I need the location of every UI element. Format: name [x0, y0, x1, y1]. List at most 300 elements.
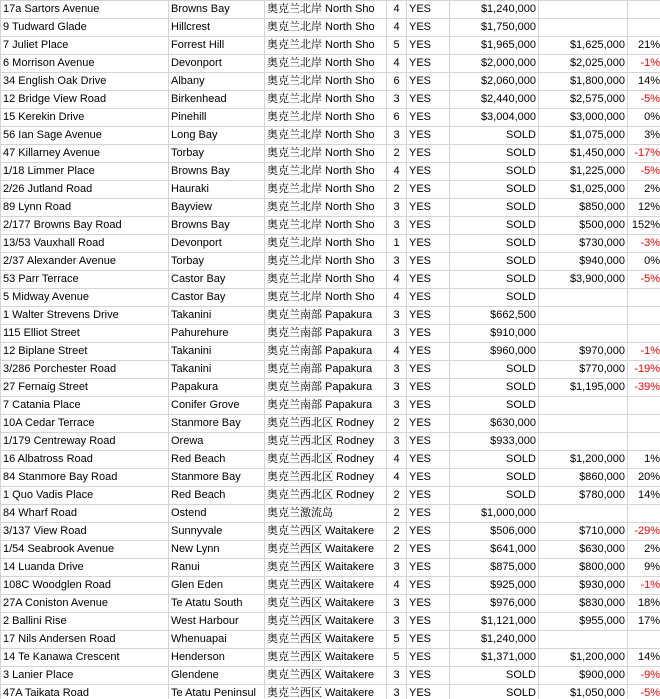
sold-price-cell[interactable]: $1,050,000	[539, 685, 628, 699]
address-cell[interactable]: 15 Kerekin Drive	[1, 109, 169, 127]
address-cell[interactable]: 12 Biplane Street	[1, 343, 169, 361]
suburb-cell[interactable]: Red Beach	[169, 487, 265, 505]
flag-cell[interactable]: YES	[407, 127, 450, 145]
address-cell[interactable]: 27 Fernaig Street	[1, 379, 169, 397]
asking-price-cell[interactable]: SOLD	[450, 199, 539, 217]
bedrooms-cell[interactable]: 5	[387, 631, 407, 649]
bedrooms-cell[interactable]: 4	[387, 577, 407, 595]
asking-price-cell[interactable]: $2,440,000	[450, 91, 539, 109]
sold-price-cell[interactable]: $710,000	[539, 523, 628, 541]
sold-price-cell[interactable]: $800,000	[539, 559, 628, 577]
flag-cell[interactable]: YES	[407, 487, 450, 505]
address-cell[interactable]: 1/18 Limmer Place	[1, 163, 169, 181]
change-percent-cell[interactable]: 14%	[628, 73, 660, 91]
change-percent-cell[interactable]: 14%	[628, 487, 660, 505]
change-percent-cell[interactable]: -1%	[628, 577, 660, 595]
region-cell[interactable]: 奥克兰西北区 Rodney	[265, 415, 387, 433]
flag-cell[interactable]: YES	[407, 343, 450, 361]
suburb-cell[interactable]: Devonport	[169, 55, 265, 73]
region-cell[interactable]: 奥克兰南部 Papakura	[265, 325, 387, 343]
bedrooms-cell[interactable]: 3	[387, 199, 407, 217]
suburb-cell[interactable]: West Harbour	[169, 613, 265, 631]
bedrooms-cell[interactable]: 2	[387, 145, 407, 163]
bedrooms-cell[interactable]: 2	[387, 523, 407, 541]
sold-price-cell[interactable]	[539, 325, 628, 343]
suburb-cell[interactable]: Hillcrest	[169, 19, 265, 37]
asking-price-cell[interactable]: SOLD	[450, 217, 539, 235]
suburb-cell[interactable]: Orewa	[169, 433, 265, 451]
change-percent-cell[interactable]	[628, 433, 660, 451]
change-percent-cell[interactable]	[628, 415, 660, 433]
change-percent-cell[interactable]: 14%	[628, 649, 660, 667]
suburb-cell[interactable]: Forrest Hill	[169, 37, 265, 55]
sold-price-cell[interactable]: $1,625,000	[539, 37, 628, 55]
suburb-cell[interactable]: Albany	[169, 73, 265, 91]
address-cell[interactable]: 13/53 Vauxhall Road	[1, 235, 169, 253]
change-percent-cell[interactable]	[628, 19, 660, 37]
bedrooms-cell[interactable]: 3	[387, 613, 407, 631]
flag-cell[interactable]: YES	[407, 631, 450, 649]
address-cell[interactable]: 5 Midway Avenue	[1, 289, 169, 307]
bedrooms-cell[interactable]: 4	[387, 271, 407, 289]
flag-cell[interactable]: YES	[407, 109, 450, 127]
change-percent-cell[interactable]: 20%	[628, 469, 660, 487]
suburb-cell[interactable]: Long Bay	[169, 127, 265, 145]
sold-price-cell[interactable]: $2,025,000	[539, 55, 628, 73]
sold-price-cell[interactable]: $500,000	[539, 217, 628, 235]
change-percent-cell[interactable]: -5%	[628, 685, 660, 699]
suburb-cell[interactable]: Stanmore Bay	[169, 415, 265, 433]
flag-cell[interactable]: YES	[407, 307, 450, 325]
change-percent-cell[interactable]: 17%	[628, 613, 660, 631]
region-cell[interactable]: 奥克兰西北区 Rodney	[265, 469, 387, 487]
sold-price-cell[interactable]: $2,575,000	[539, 91, 628, 109]
sold-price-cell[interactable]: $1,450,000	[539, 145, 628, 163]
flag-cell[interactable]: YES	[407, 433, 450, 451]
sold-price-cell[interactable]: $1,200,000	[539, 451, 628, 469]
flag-cell[interactable]: YES	[407, 559, 450, 577]
region-cell[interactable]: 奥克兰南部 Papakura	[265, 307, 387, 325]
region-cell[interactable]: 奥克兰北岸 North Sho	[265, 127, 387, 145]
region-cell[interactable]: 奥克兰北岸 North Sho	[265, 145, 387, 163]
address-cell[interactable]: 9 Tudward Glade	[1, 19, 169, 37]
region-cell[interactable]: 奥克兰北岸 North Sho	[265, 109, 387, 127]
suburb-cell[interactable]: Birkenhead	[169, 91, 265, 109]
region-cell[interactable]: 奥克兰北岸 North Sho	[265, 163, 387, 181]
bedrooms-cell[interactable]: 2	[387, 415, 407, 433]
sold-price-cell[interactable]	[539, 289, 628, 307]
asking-price-cell[interactable]: $3,004,000	[450, 109, 539, 127]
change-percent-cell[interactable]	[628, 631, 660, 649]
bedrooms-cell[interactable]: 4	[387, 289, 407, 307]
suburb-cell[interactable]: Te Atatu South	[169, 595, 265, 613]
address-cell[interactable]: 10A Cedar Terrace	[1, 415, 169, 433]
region-cell[interactable]: 奥克兰西北区 Rodney	[265, 433, 387, 451]
bedrooms-cell[interactable]: 6	[387, 73, 407, 91]
change-percent-cell[interactable]: -1%	[628, 343, 660, 361]
suburb-cell[interactable]: Ostend	[169, 505, 265, 523]
flag-cell[interactable]: YES	[407, 1, 450, 19]
suburb-cell[interactable]: Hauraki	[169, 181, 265, 199]
address-cell[interactable]: 2/26 Jutland Road	[1, 181, 169, 199]
sold-price-cell[interactable]: $1,195,000	[539, 379, 628, 397]
bedrooms-cell[interactable]: 3	[387, 217, 407, 235]
sold-price-cell[interactable]: $3,000,000	[539, 109, 628, 127]
suburb-cell[interactable]: Browns Bay	[169, 1, 265, 19]
suburb-cell[interactable]: Papakura	[169, 379, 265, 397]
flag-cell[interactable]: YES	[407, 577, 450, 595]
asking-price-cell[interactable]: SOLD	[450, 289, 539, 307]
region-cell[interactable]: 奥克兰西区 Waitakere	[265, 613, 387, 631]
asking-price-cell[interactable]: $1,240,000	[450, 1, 539, 19]
region-cell[interactable]: 奥克兰西区 Waitakere	[265, 541, 387, 559]
address-cell[interactable]: 47 Killarney Avenue	[1, 145, 169, 163]
asking-price-cell[interactable]: SOLD	[450, 397, 539, 415]
sold-price-cell[interactable]: $860,000	[539, 469, 628, 487]
region-cell[interactable]: 奥克兰北岸 North Sho	[265, 1, 387, 19]
suburb-cell[interactable]: Pinehill	[169, 109, 265, 127]
region-cell[interactable]: 奥克兰南部 Papakura	[265, 343, 387, 361]
change-percent-cell[interactable]: 1%	[628, 451, 660, 469]
flag-cell[interactable]: YES	[407, 253, 450, 271]
bedrooms-cell[interactable]: 3	[387, 91, 407, 109]
address-cell[interactable]: 2 Ballini Rise	[1, 613, 169, 631]
bedrooms-cell[interactable]: 3	[387, 379, 407, 397]
bedrooms-cell[interactable]: 3	[387, 307, 407, 325]
flag-cell[interactable]: YES	[407, 649, 450, 667]
bedrooms-cell[interactable]: 4	[387, 469, 407, 487]
address-cell[interactable]: 14 Te Kanawa Crescent	[1, 649, 169, 667]
bedrooms-cell[interactable]: 4	[387, 163, 407, 181]
suburb-cell[interactable]: Browns Bay	[169, 217, 265, 235]
address-cell[interactable]: 3/137 View Road	[1, 523, 169, 541]
asking-price-cell[interactable]: $1,000,000	[450, 505, 539, 523]
flag-cell[interactable]: YES	[407, 415, 450, 433]
bedrooms-cell[interactable]: 5	[387, 649, 407, 667]
region-cell[interactable]: 奥克兰南部 Papakura	[265, 397, 387, 415]
asking-price-cell[interactable]: $1,121,000	[450, 613, 539, 631]
region-cell[interactable]: 奥克兰南部 Papakura	[265, 361, 387, 379]
asking-price-cell[interactable]: SOLD	[450, 451, 539, 469]
flag-cell[interactable]: YES	[407, 541, 450, 559]
change-percent-cell[interactable]	[628, 505, 660, 523]
flag-cell[interactable]: YES	[407, 91, 450, 109]
suburb-cell[interactable]: Glen Eden	[169, 577, 265, 595]
region-cell[interactable]: 奥克兰北岸 North Sho	[265, 55, 387, 73]
flag-cell[interactable]: YES	[407, 505, 450, 523]
sold-price-cell[interactable]: $730,000	[539, 235, 628, 253]
suburb-cell[interactable]: Takanini	[169, 361, 265, 379]
sold-price-cell[interactable]	[539, 307, 628, 325]
flag-cell[interactable]: YES	[407, 271, 450, 289]
region-cell[interactable]: 奥克兰西区 Waitakere	[265, 685, 387, 699]
suburb-cell[interactable]: Whenuapai	[169, 631, 265, 649]
asking-price-cell[interactable]: $976,000	[450, 595, 539, 613]
suburb-cell[interactable]: Torbay	[169, 253, 265, 271]
flag-cell[interactable]: YES	[407, 667, 450, 685]
flag-cell[interactable]: YES	[407, 397, 450, 415]
region-cell[interactable]: 奥克兰西区 Waitakere	[265, 631, 387, 649]
flag-cell[interactable]: YES	[407, 55, 450, 73]
asking-price-cell[interactable]: SOLD	[450, 361, 539, 379]
sold-price-cell[interactable]	[539, 505, 628, 523]
asking-price-cell[interactable]: $910,000	[450, 325, 539, 343]
flag-cell[interactable]: YES	[407, 361, 450, 379]
suburb-cell[interactable]: Ranui	[169, 559, 265, 577]
asking-price-cell[interactable]: SOLD	[450, 235, 539, 253]
region-cell[interactable]: 奥克兰北岸 North Sho	[265, 235, 387, 253]
sold-price-cell[interactable]	[539, 415, 628, 433]
flag-cell[interactable]: YES	[407, 613, 450, 631]
flag-cell[interactable]: YES	[407, 469, 450, 487]
change-percent-cell[interactable]: -17%	[628, 145, 660, 163]
suburb-cell[interactable]: Red Beach	[169, 451, 265, 469]
asking-price-cell[interactable]: $1,965,000	[450, 37, 539, 55]
bedrooms-cell[interactable]: 2	[387, 541, 407, 559]
change-percent-cell[interactable]: -19%	[628, 361, 660, 379]
change-percent-cell[interactable]	[628, 289, 660, 307]
sold-price-cell[interactable]: $830,000	[539, 595, 628, 613]
change-percent-cell[interactable]: -29%	[628, 523, 660, 541]
address-cell[interactable]: 1 Walter Strevens Drive	[1, 307, 169, 325]
bedrooms-cell[interactable]: 3	[387, 685, 407, 699]
change-percent-cell[interactable]: -5%	[628, 163, 660, 181]
asking-price-cell[interactable]: SOLD	[450, 145, 539, 163]
address-cell[interactable]: 47A Taikata Road	[1, 685, 169, 699]
change-percent-cell[interactable]: 12%	[628, 199, 660, 217]
address-cell[interactable]: 84 Wharf Road	[1, 505, 169, 523]
address-cell[interactable]: 7 Juliet Place	[1, 37, 169, 55]
region-cell[interactable]: 奥克兰西区 Waitakere	[265, 595, 387, 613]
flag-cell[interactable]: YES	[407, 685, 450, 699]
sold-price-cell[interactable]: $1,225,000	[539, 163, 628, 181]
region-cell[interactable]: 奥克兰北岸 North Sho	[265, 271, 387, 289]
asking-price-cell[interactable]: SOLD	[450, 127, 539, 145]
region-cell[interactable]: 奥克兰北岸 North Sho	[265, 19, 387, 37]
flag-cell[interactable]: YES	[407, 451, 450, 469]
address-cell[interactable]: 115 Elliot Street	[1, 325, 169, 343]
region-cell[interactable]: 奥克兰北岸 North Sho	[265, 91, 387, 109]
change-percent-cell[interactable]: 3%	[628, 127, 660, 145]
region-cell[interactable]: 奥克兰西区 Waitakere	[265, 523, 387, 541]
bedrooms-cell[interactable]: 2	[387, 505, 407, 523]
change-percent-cell[interactable]	[628, 1, 660, 19]
suburb-cell[interactable]: Te Atatu Peninsul	[169, 685, 265, 699]
address-cell[interactable]: 17a Sartors Avenue	[1, 1, 169, 19]
suburb-cell[interactable]: Devonport	[169, 235, 265, 253]
sold-price-cell[interactable]: $1,075,000	[539, 127, 628, 145]
suburb-cell[interactable]: Henderson	[169, 649, 265, 667]
change-percent-cell[interactable]: -5%	[628, 91, 660, 109]
address-cell[interactable]: 3/286 Porchester Road	[1, 361, 169, 379]
asking-price-cell[interactable]: SOLD	[450, 469, 539, 487]
sold-price-cell[interactable]: $1,025,000	[539, 181, 628, 199]
asking-price-cell[interactable]: $960,000	[450, 343, 539, 361]
region-cell[interactable]: 奥克兰激流岛	[265, 505, 387, 523]
asking-price-cell[interactable]: SOLD	[450, 163, 539, 181]
address-cell[interactable]: 89 Lynn Road	[1, 199, 169, 217]
flag-cell[interactable]: YES	[407, 325, 450, 343]
bedrooms-cell[interactable]: 3	[387, 559, 407, 577]
sold-price-cell[interactable]	[539, 433, 628, 451]
address-cell[interactable]: 3 Lanier Place	[1, 667, 169, 685]
suburb-cell[interactable]: Takanini	[169, 343, 265, 361]
address-cell[interactable]: 2/37 Alexander Avenue	[1, 253, 169, 271]
bedrooms-cell[interactable]: 4	[387, 451, 407, 469]
address-cell[interactable]: 84 Stanmore Bay Road	[1, 469, 169, 487]
region-cell[interactable]: 奥克兰西区 Waitakere	[265, 559, 387, 577]
change-percent-cell[interactable]: 9%	[628, 559, 660, 577]
change-percent-cell[interactable]: 21%	[628, 37, 660, 55]
sold-price-cell[interactable]	[539, 19, 628, 37]
region-cell[interactable]: 奥克兰北岸 North Sho	[265, 37, 387, 55]
asking-price-cell[interactable]: SOLD	[450, 253, 539, 271]
region-cell[interactable]: 奥克兰北岸 North Sho	[265, 181, 387, 199]
asking-price-cell[interactable]: $925,000	[450, 577, 539, 595]
sold-price-cell[interactable]: $630,000	[539, 541, 628, 559]
sold-price-cell[interactable]: $3,900,000	[539, 271, 628, 289]
bedrooms-cell[interactable]: 4	[387, 1, 407, 19]
change-percent-cell[interactable]: -5%	[628, 271, 660, 289]
sold-price-cell[interactable]	[539, 631, 628, 649]
flag-cell[interactable]: YES	[407, 217, 450, 235]
address-cell[interactable]: 108C Woodglen Road	[1, 577, 169, 595]
sold-price-cell[interactable]: $1,800,000	[539, 73, 628, 91]
sold-price-cell[interactable]: $780,000	[539, 487, 628, 505]
sold-price-cell[interactable]: $770,000	[539, 361, 628, 379]
suburb-cell[interactable]: Torbay	[169, 145, 265, 163]
flag-cell[interactable]: YES	[407, 163, 450, 181]
change-percent-cell[interactable]	[628, 307, 660, 325]
address-cell[interactable]: 34 English Oak Drive	[1, 73, 169, 91]
bedrooms-cell[interactable]: 4	[387, 55, 407, 73]
suburb-cell[interactable]: Castor Bay	[169, 271, 265, 289]
address-cell[interactable]: 12 Bridge View Road	[1, 91, 169, 109]
bedrooms-cell[interactable]: 1	[387, 235, 407, 253]
bedrooms-cell[interactable]: 3	[387, 127, 407, 145]
address-cell[interactable]: 53 Parr Terrace	[1, 271, 169, 289]
bedrooms-cell[interactable]: 5	[387, 37, 407, 55]
change-percent-cell[interactable]: 2%	[628, 181, 660, 199]
bedrooms-cell[interactable]: 3	[387, 667, 407, 685]
flag-cell[interactable]: YES	[407, 73, 450, 91]
address-cell[interactable]: 56 Ian Sage Avenue	[1, 127, 169, 145]
region-cell[interactable]: 奥克兰西北区 Rodney	[265, 451, 387, 469]
sold-price-cell[interactable]: $1,200,000	[539, 649, 628, 667]
bedrooms-cell[interactable]: 3	[387, 253, 407, 271]
address-cell[interactable]: 27A Coniston Avenue	[1, 595, 169, 613]
change-percent-cell[interactable]: 152%	[628, 217, 660, 235]
address-cell[interactable]: 7 Catania Place	[1, 397, 169, 415]
asking-price-cell[interactable]: $1,240,000	[450, 631, 539, 649]
flag-cell[interactable]: YES	[407, 379, 450, 397]
address-cell[interactable]: 2/177 Browns Bay Road	[1, 217, 169, 235]
bedrooms-cell[interactable]: 3	[387, 361, 407, 379]
change-percent-cell[interactable]: -9%	[628, 667, 660, 685]
address-cell[interactable]: 1/179 Centreway Road	[1, 433, 169, 451]
suburb-cell[interactable]: Glendene	[169, 667, 265, 685]
address-cell[interactable]: 17 Nils Andersen Road	[1, 631, 169, 649]
flag-cell[interactable]: YES	[407, 37, 450, 55]
flag-cell[interactable]: YES	[407, 145, 450, 163]
change-percent-cell[interactable]	[628, 397, 660, 415]
asking-price-cell[interactable]: $1,750,000	[450, 19, 539, 37]
region-cell[interactable]: 奥克兰南部 Papakura	[265, 379, 387, 397]
sold-price-cell[interactable]: $970,000	[539, 343, 628, 361]
change-percent-cell[interactable]: 2%	[628, 541, 660, 559]
region-cell[interactable]: 奥克兰北岸 North Sho	[265, 253, 387, 271]
address-cell[interactable]: 16 Albatross Road	[1, 451, 169, 469]
flag-cell[interactable]: YES	[407, 289, 450, 307]
sold-price-cell[interactable]: $850,000	[539, 199, 628, 217]
asking-price-cell[interactable]: $2,000,000	[450, 55, 539, 73]
suburb-cell[interactable]: Pahurehure	[169, 325, 265, 343]
sold-price-cell[interactable]: $955,000	[539, 613, 628, 631]
asking-price-cell[interactable]: SOLD	[450, 271, 539, 289]
address-cell[interactable]: 1 Quo Vadis Place	[1, 487, 169, 505]
region-cell[interactable]: 奥克兰西北区 Rodney	[265, 487, 387, 505]
change-percent-cell[interactable]: -1%	[628, 55, 660, 73]
flag-cell[interactable]: YES	[407, 523, 450, 541]
bedrooms-cell[interactable]: 3	[387, 325, 407, 343]
bedrooms-cell[interactable]: 4	[387, 19, 407, 37]
sold-price-cell[interactable]: $940,000	[539, 253, 628, 271]
asking-price-cell[interactable]: $933,000	[450, 433, 539, 451]
address-cell[interactable]: 6 Morrison Avenue	[1, 55, 169, 73]
change-percent-cell[interactable]: 18%	[628, 595, 660, 613]
region-cell[interactable]: 奥克兰北岸 North Sho	[265, 73, 387, 91]
change-percent-cell[interactable]: 0%	[628, 109, 660, 127]
asking-price-cell[interactable]: $875,000	[450, 559, 539, 577]
asking-price-cell[interactable]: $630,000	[450, 415, 539, 433]
change-percent-cell[interactable]: -39%	[628, 379, 660, 397]
region-cell[interactable]: 奥克兰西区 Waitakere	[265, 649, 387, 667]
bedrooms-cell[interactable]: 3	[387, 397, 407, 415]
bedrooms-cell[interactable]: 2	[387, 487, 407, 505]
asking-price-cell[interactable]: $1,371,000	[450, 649, 539, 667]
change-percent-cell[interactable]: -3%	[628, 235, 660, 253]
region-cell[interactable]: 奥克兰西区 Waitakere	[265, 667, 387, 685]
suburb-cell[interactable]: Sunnyvale	[169, 523, 265, 541]
change-percent-cell[interactable]	[628, 325, 660, 343]
asking-price-cell[interactable]: $662,500	[450, 307, 539, 325]
asking-price-cell[interactable]: SOLD	[450, 667, 539, 685]
suburb-cell[interactable]: Conifer Grove	[169, 397, 265, 415]
suburb-cell[interactable]: Stanmore Bay	[169, 469, 265, 487]
asking-price-cell[interactable]: SOLD	[450, 685, 539, 699]
asking-price-cell[interactable]: $2,060,000	[450, 73, 539, 91]
bedrooms-cell[interactable]: 3	[387, 433, 407, 451]
region-cell[interactable]: 奥克兰西区 Waitakere	[265, 577, 387, 595]
bedrooms-cell[interactable]: 4	[387, 343, 407, 361]
asking-price-cell[interactable]: $641,000	[450, 541, 539, 559]
sold-price-cell[interactable]: $900,000	[539, 667, 628, 685]
flag-cell[interactable]: YES	[407, 235, 450, 253]
suburb-cell[interactable]: Bayview	[169, 199, 265, 217]
asking-price-cell[interactable]: SOLD	[450, 487, 539, 505]
region-cell[interactable]: 奥克兰北岸 North Sho	[265, 199, 387, 217]
asking-price-cell[interactable]: $506,000	[450, 523, 539, 541]
region-cell[interactable]: 奥克兰北岸 North Sho	[265, 217, 387, 235]
bedrooms-cell[interactable]: 2	[387, 181, 407, 199]
sold-price-cell[interactable]	[539, 1, 628, 19]
suburb-cell[interactable]: Browns Bay	[169, 163, 265, 181]
flag-cell[interactable]: YES	[407, 595, 450, 613]
bedrooms-cell[interactable]: 6	[387, 109, 407, 127]
address-cell[interactable]: 1/54 Seabrook Avenue	[1, 541, 169, 559]
flag-cell[interactable]: YES	[407, 181, 450, 199]
bedrooms-cell[interactable]: 3	[387, 595, 407, 613]
